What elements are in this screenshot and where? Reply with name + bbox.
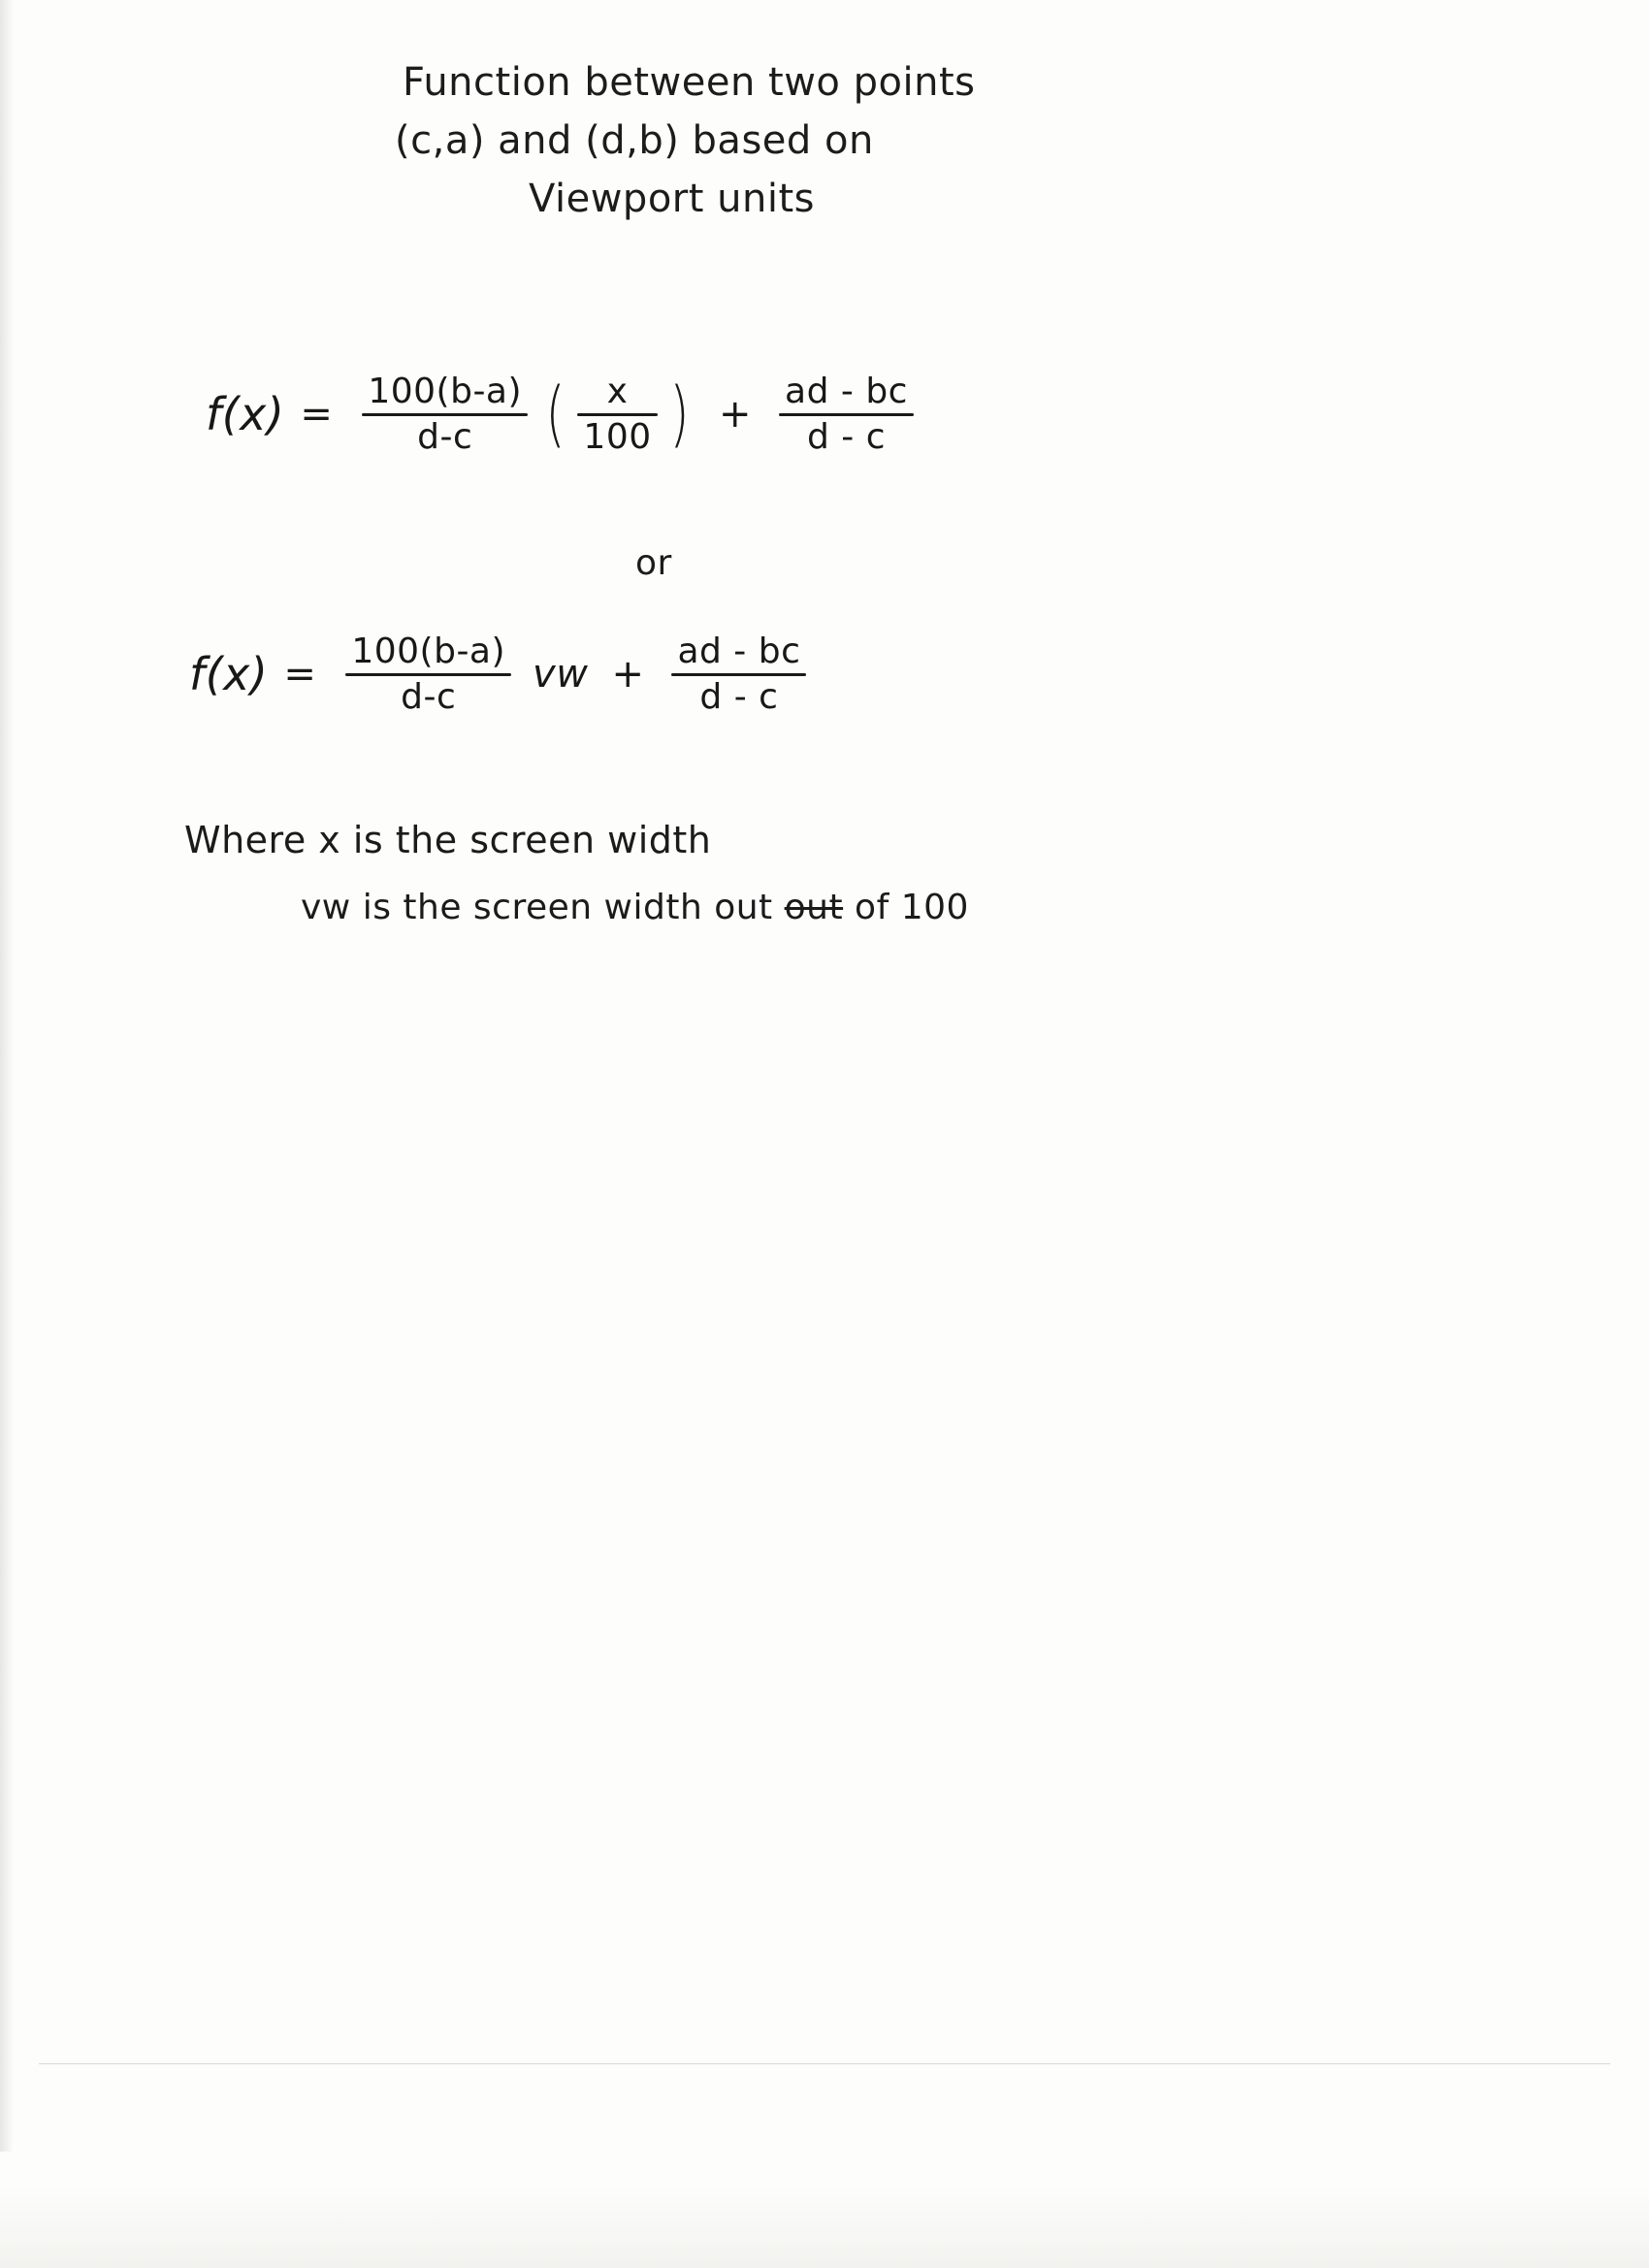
equation-1-term1-numerator: 100(b-a) <box>368 372 523 411</box>
equation-1-operator: + <box>719 392 753 437</box>
equation-2-lhs: f(x) <box>189 647 269 700</box>
equation-1-term1 <box>362 371 528 458</box>
page-fold-line <box>39 2063 1610 2064</box>
equation-2-term1 <box>345 631 511 718</box>
equation-1-factor-fraction <box>577 371 657 458</box>
equation-2-equals: = <box>283 652 317 697</box>
notes-block <box>184 820 969 927</box>
title-line-1: Function between two points <box>403 60 976 105</box>
equation-2-term2-numerator: ad - bc <box>677 632 801 671</box>
equation-1-equals: = <box>300 392 334 437</box>
note-line-1: Where x is the screen width <box>184 819 712 861</box>
equation-1-term2 <box>779 371 914 458</box>
equation-2-term2 <box>671 631 806 718</box>
equation-1-lhs: f(x) <box>206 387 285 440</box>
equation-2-unit: vw <box>533 652 589 697</box>
note-line-2 <box>301 888 969 927</box>
connector-or: or <box>635 543 672 583</box>
page-left-shadow <box>0 0 14 2268</box>
title-line-3: Viewport units <box>529 177 815 221</box>
equation-1-factor-numerator: x <box>606 372 629 411</box>
struck-word: out <box>784 887 844 927</box>
equation-1-factor-denominator: 100 <box>583 416 652 457</box>
equation-1-factor <box>541 371 694 458</box>
equation-1-term2-denominator: d - c <box>806 416 887 457</box>
equation-2-term2-denominator: d - c <box>699 676 779 717</box>
equation-1-term2-numerator: ad - bc <box>785 372 908 411</box>
page-bottom-shadow <box>0 2152 1649 2268</box>
equation-1 <box>206 371 922 458</box>
note-title <box>395 60 1179 221</box>
equation-2-operator: + <box>611 652 645 697</box>
equation-2 <box>189 631 814 718</box>
close-paren: ) <box>669 372 690 456</box>
equation-2-term1-numerator: 100(b-a) <box>351 632 506 671</box>
equation-1-term1-denominator: d-c <box>417 416 473 457</box>
note-line-2-text: vw is the screen width out <box>301 887 773 927</box>
equation-2-term1-denominator: d-c <box>401 676 457 717</box>
open-paren: ( <box>545 372 566 456</box>
title-line-2: (c,a) and (d,b) based on <box>395 118 874 163</box>
note-line-2-tail: of 100 <box>855 887 969 927</box>
